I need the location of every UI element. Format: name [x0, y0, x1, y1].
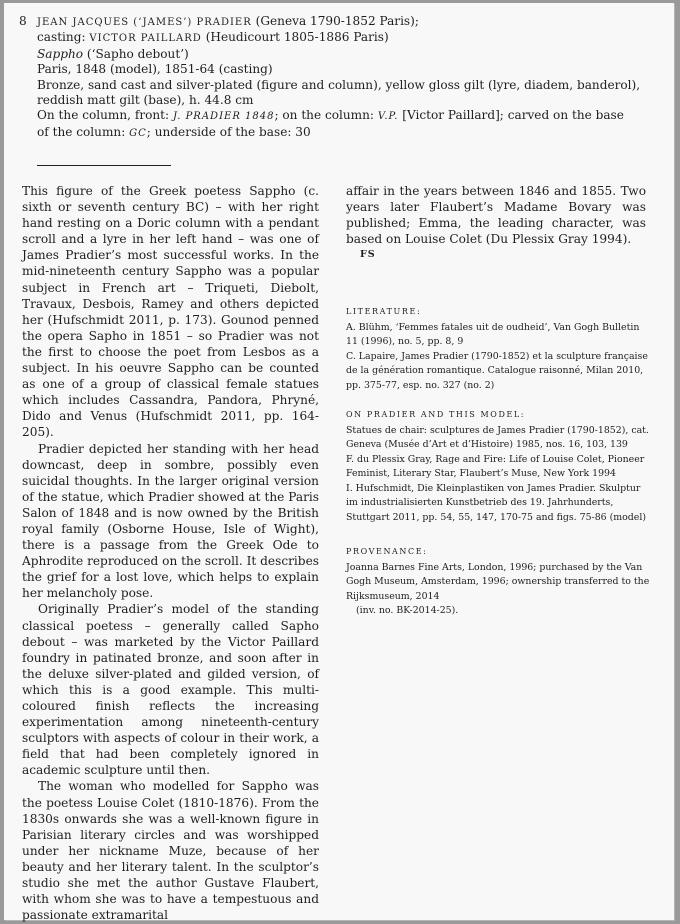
paragraph-4: The woman who modelled for Sappho was the poetess Louise Colet (1810-1876). From the 1830s onwards she was a well-known figure in Parisian literary circles and was worshipped under her nickname Muze, because of her beauty and her literary talent. In the sculptor’s studio she met the author Gustave Flaubert, with whom she was to have a tempestuous and passionate extramarital	[22, 779, 319, 923]
literature-section	[346, 305, 651, 393]
paragraph-3: Originally Pradier’s model of the standing classical poetess – generally called Sapho debout – was marketed by the Victor Paillard foundry in patinated bronze, and soon after in the deluxe silver-plated and gilded version, of which this is a good example. This multi-coloured finish reflects the increasing experimentation among nineteenth-century sculptors with aspects of colour in their work, a field that had been completely ignored in academic sculpture until then.	[22, 602, 319, 778]
artist-line	[19, 14, 659, 30]
artist-life: (Geneva 1790-1852 Paris);	[255, 14, 419, 28]
provenance-section	[346, 545, 651, 619]
divider-rule	[37, 165, 171, 166]
literature-item: A. Blühm, ‘Femmes fatales uit de oudheid’, Van Gogh Bulletin 11 (1996), no. 5, pp. 8, 9	[346, 321, 640, 347]
casting-line: casting: VICTOR PAILLARD (Heudicourt 1805-1886 Paris)	[37, 30, 389, 45]
materials-line-1: Bronze, sand cast and silver-plated (figure and column), yellow gloss gilt (lyre, diadem, banderol),	[37, 77, 641, 92]
title-line: Sappho (‘Sapho debout’)	[37, 46, 189, 61]
artist-name: JEAN JACQUES (‘JAMES’) PRADIER	[37, 17, 252, 28]
body-column-left	[22, 183, 319, 923]
paragraph-2: Pradier depicted her standing with her head downcast, deep in sombre, possibly even suicidal thoughts. In the larger original version of the statue, which Pradier showed at the Paris Salon of 1848 and is now owned by the British royal family (Osborne House, Isle of Wight), there is a passage from the Greek Ode to Aphrodite reproduced on the scroll. It describes the grief for a lost love, which helps to explain her melancholy pose.	[22, 441, 319, 601]
provenance-text: Joanna Barnes Fine Arts, London, 1996; purchased by the Van Gogh Museum, Amsterdam, 1996; ownership transferred to the Rijksmuseum, 2014	[346, 561, 650, 602]
literature-heading: LITERATURE:	[346, 307, 422, 316]
body-column-right	[346, 183, 646, 263]
materials-line-2: reddish matt gilt (base), h. 44.8 cm	[37, 93, 254, 108]
on-pradier-heading: ON PRADIER AND THIS MODEL:	[346, 410, 526, 419]
caster-name: VICTOR PAILLARD	[89, 33, 202, 45]
reference-item: I. Hufschmidt, Die Kleinplastiken von James Pradier. Skulptur im industrialisierten Kunstbetrieb des 19. Jahrhunderts, Stuttgart 2011, pp. 54, 55, 147, 170-75 and figs. 75-86 (model)	[346, 482, 647, 523]
reference-item: F. du Plessix Gray, Rage and Fire: Life of Louise Colet, Pioneer Feminist, Literary Star, Flaubert’s Muse, New York 1994	[346, 453, 645, 479]
author-initials: FS	[360, 249, 376, 261]
paragraph-continued: affair in the years between 1846 and 1855. Two years later Flaubert’s Madame Bovary was published; Emma, the leading character, was based on Louise Colet (Du Plessix Gray 1994).	[346, 184, 646, 247]
inscription-line-1: On the column, front: J. PRADIER 1848; on the column: V.P. [Victor Paillard]; carved on the base	[37, 108, 624, 123]
entry-number: 8	[19, 14, 27, 28]
catalogue-entry-header	[19, 14, 659, 141]
paragraph-1: This figure of the Greek poetess Sappho (c. sixth or seventh century BC) – with her right hand resting on a Doric column with a pendant scroll and a lyre in her left hand – was one of James Pradier’s most successful works. In the mid-nineteenth century Sappho was a popular subject in French art – Triqueti, Diebolt, Travaux, Desbois, Ramey and others depicted her (Hufschmidt 2011, p. 173). Gounod penned the opera Sapho in 1851 – so Pradier was not the first to choose the poet from Lesbos as a subject. In his oeuvre Sappho can be counted as one of a group of classical female statues which includes Cassandra, Pandora, Phryné, Dido and Venus (Hufschmidt 2011, pp. 164-205).	[22, 184, 319, 440]
work-title: Sappho	[37, 46, 84, 61]
place-date: Paris, 1848 (model), 1851-64 (casting)	[37, 62, 273, 77]
inscription-line-2: of the column: GC; underside of the base: 30	[37, 124, 311, 139]
provenance-heading: PROVENANCE:	[346, 547, 428, 556]
literature-item: C. Lapaire, James Pradier (1790-1852) et la sculpture française de la génération romantique. Catalogue raisonné, Milan 2010, pp. 375-77, esp. no. 327 (no. 2)	[346, 350, 648, 391]
on-pradier-section	[346, 408, 651, 525]
inventory-number: (inv. no. BK-2014-25).	[356, 605, 459, 616]
catalogue-page	[4, 3, 674, 923]
reference-item: Statues de chair: sculptures de James Pradier (1790-1852), cat. Geneva (Musée d’Art et d’Histoire) 1985, nos. 16, 103, 139	[346, 424, 649, 450]
